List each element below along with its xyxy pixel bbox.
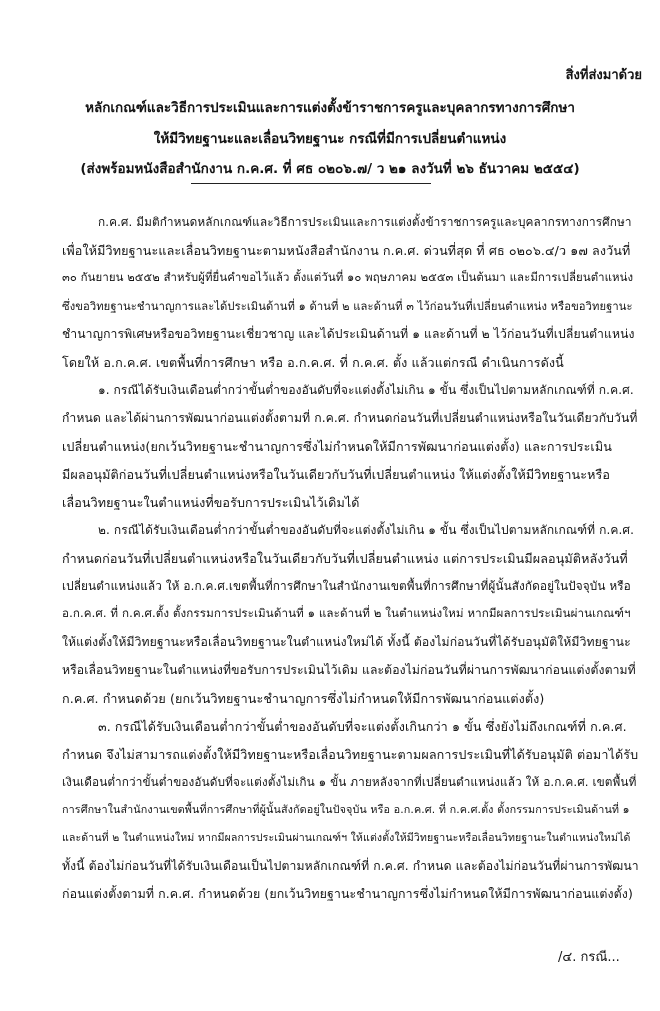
paragraph-line: ๓๐ กันยายน ๒๕๕๒ สำหรับผู้ที่ยื่นคำขอไว้แล้ว ตั้งแต่วันที่ ๑๐ พฤษภาคม ๒๕๕๓ เป็นต้นมา และมีการเปลี่ยนตำแหน่ง (62, 270, 634, 284)
item-3-line: ก่อนแต่งตั้งตามที่ ก.ค.ศ. กำหนดด้วย (ยกเว้นวิทยฐานะชำนาญการซึ่งไม่กำหนดให้มีการพัฒนาก่อนแต่งตั้ง) (62, 886, 633, 901)
item-3-line: และด้านที่ ๒ ในตำแหน่งใหม่ หากมีผลการประเมินผ่านเกณฑ์ฯ ให้แต่งตั้งให้มีวิทยฐานะหรือเลื่อนวิทยฐานะในตำแหน่งใหม่ได้ (62, 832, 631, 844)
paragraph-line: โดยให้ อ.ก.ค.ศ. เขตพื้นที่การศึกษา หรือ อ.ก.ค.ศ. ที่ ก.ค.ศ. ตั้ง แล้วแต่กรณี ดำเนินการดังนี้ (62, 355, 564, 370)
title-line-2: ให้มีวิทยฐานะและเลื่อนวิทยฐานะ กรณีที่มีการเปลี่ยนตำแหน่ง (153, 131, 507, 147)
title-underline (191, 183, 431, 184)
paragraph-line: ชำนาญการพิเศษหรือขอวิทยฐานะเชี่ยวชาญ และได้ประเมินด้านที่ ๑ และด้านที่ ๒ ไว้ก่อนวันที่เปลี่ยนตำแหน่ง (62, 327, 635, 341)
title-line-3: (ส่งพร้อมหนังสือสำนักงาน ก.ค.ศ. ที่ ศธ ๐๒๐๖.๗/ ว ๒๑ ลงวันที่ ๒๖ ธันวาคม ๒๕๕๔) (80, 161, 580, 177)
item-2-line: อ.ก.ค.ศ. ที่ ก.ค.ศ.ตั้ง ตั้งกรรมการประเมินด้านที่ ๑ และด้านที่ ๒ ในตำแหน่งใหม่ หากมีผลการประเมินผ่านเกณฑ์ฯ (62, 606, 631, 620)
item-3-line: กำหนด จึงไม่สามารถแต่งตั้งให้มีวิทยฐานะหรือเลื่อนวิทยฐานะตามผลการประเมินที่ได้รับอนุมัติ ต่อมาได้รับ (62, 747, 639, 762)
enclosure-label: สิ่งที่ส่งมาด้วย (565, 68, 642, 83)
item-1-line: กำหนด และได้ผ่านการพัฒนาก่อนแต่งตั้งตามที่ ก.ค.ศ. กำหนดก่อนวันที่เปลี่ยนตำแหน่งหรือในวันเดียวกับวันที่ (62, 411, 638, 425)
item-3-line: ๓. กรณีได้รับเงินเดือนต่ำกว่าขั้นต่ำของอันดับที่จะแต่งตั้งเกินกว่า ๑ ขั้น ซึ่งยังไม่ถึงเกณฑ์ที่ ก.ค.ศ. (98, 719, 627, 734)
item-1-line: เปลี่ยนตำแหน่ง(ยกเว้นวิทยฐานะชำนาญการซึ่งไม่กำหนดให้มีการพัฒนาก่อนแต่งตั้ง) และการประเมิน (62, 439, 612, 454)
item-1-line: มีผลอนุมัติก่อนวันที่เปลี่ยนตำแหน่งหรือในวันเดียวกับวันที่เปลี่ยนตำแหน่ง ให้แต่งตั้งให้มีวิทยฐานะหรือ (62, 467, 611, 482)
item-2-line: ๒. กรณีได้รับเงินเดือนต่ำกว่าขั้นต่ำของอันดับที่จะแต่งตั้งไม่เกิน ๑ ขั้น ซึ่งเป็นไปตามหลักเกณฑ์ที่ ก.ค.ศ. (98, 523, 635, 537)
paragraph-line: ก.ค.ศ. มีมติกำหนดหลักเกณฑ์และวิธีการประเมินและการแต่งตั้งข้าราชการครูและบุคลากรทางการศึกษา (98, 215, 632, 229)
paragraph-line: เพื่อให้มีวิทยฐานะและเลื่อนวิทยฐานะตามหนังสือสำนักงาน ก.ค.ศ. ด่วนที่สุด ที่ ศธ ๐๒๐๖.๔/ว ๑๗ ลงวันที่ (62, 243, 631, 258)
item-2-line: หรือเลื่อนวิทยฐานะในตำแหน่งที่ขอรับการประเมินไว้เดิม และต้องไม่ก่อนวันที่ผ่านการพัฒนาก่อนแต่งตั้งตามที่ (62, 663, 636, 677)
item-1-line: เลื่อนวิทยฐานะในตำแหน่งที่ขอรับการประเมินไว้เดิมได้ (62, 495, 360, 510)
page-continuation: /๔. กรณี... (558, 950, 620, 965)
item-1-line: ๑. กรณีได้รับเงินเดือนต่ำกว่าขั้นต่ำของอันดับที่จะแต่งตั้งไม่เกิน ๑ ขั้น ซึ่งเป็นไปตามหลักเกณฑ์ที่ ก.ค.ศ. (98, 383, 634, 397)
item-2-line: ก.ค.ศ. กำหนดด้วย (ยกเว้นวิทยฐานะชำนาญการซึ่งไม่กำหนดให้มีการพัฒนาก่อนแต่งตั้ง) (62, 691, 545, 706)
item-2-line: เปลี่ยนตำแหน่งแล้ว ให้ อ.ก.ค.ศ.เขตพื้นที่การศึกษาในสำนักงานเขตพื้นที่การศึกษาที่ผู้นั้นสังกัดอยู่ในปัจจุบัน หรือ (62, 579, 631, 593)
item-3-line: เงินเดือนต่ำกว่าขั้นต่ำของอันดับที่จะแต่งตั้งไม่เกิน ๑ ขั้น ภายหลังจากที่เปลี่ยนตำแหน่งแล้ว ให้ อ.ก.ค.ศ. เขตพื้นที่ (62, 775, 637, 789)
item-2-line: กำหนดก่อนวันที่เปลี่ยนตำแหน่งหรือในวันเดียวกับวันที่เปลี่ยนตำแหน่ง แต่การประเมินมีผลอนุมัติหลังวันที่ (62, 551, 628, 566)
item-2-line: ให้แต่งตั้งให้มีวิทยฐานะหรือเลื่อนวิทยฐานะในตำแหน่งใหม่ได้ ทั้งนี้ ต้องไม่ก่อนวันที่ได้รับอนุมัติให้มีวิทยฐานะ (62, 635, 631, 649)
item-3-line: ทั้งนี้ ต้องไม่ก่อนวันที่ได้รับเงินเดือนเป็นไปตามหลักเกณฑ์ที่ ก.ค.ศ. กำหนด และต้องไม่ก่อนวันที่ผ่านการพัฒนา (62, 859, 639, 873)
paragraph-line: ซึ่งขอวิทยฐานะชำนาญการและได้ประเมินด้านที่ ๑ ด้านที่ ๒ และด้านที่ ๓ ไว้ก่อนวันที่เปลี่ยนตำแหน่ง หรือขอวิทยฐานะ (62, 300, 633, 313)
title-line-1: หลักเกณฑ์และวิธีการประเมินและการแต่งตั้งข้าราชการครูและบุคลากรทางการศึกษา (85, 100, 575, 116)
item-3-line: การศึกษาในสำนักงานเขตพื้นที่การศึกษาที่ผู้นั้นสังกัดอยู่ในปัจจุบัน หรือ อ.ก.ค.ศ. ที่ ก.ค.ศ.ตั้ง ตั้งกรรมการประเมินด้านที่ ๑ (62, 803, 630, 816)
